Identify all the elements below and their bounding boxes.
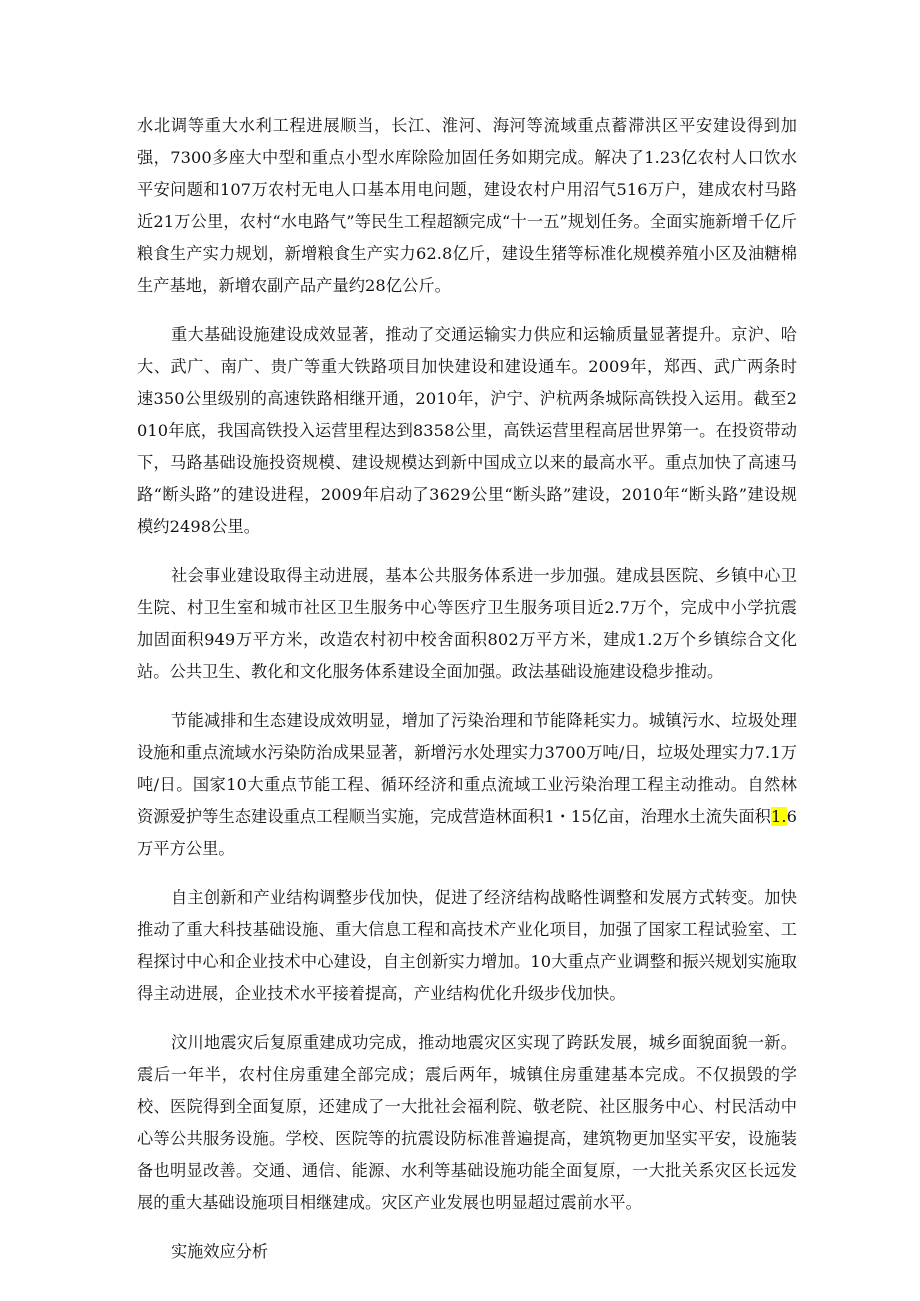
highlighted-text: 1. [770, 807, 787, 826]
paragraph-infrastructure: 重大基础设施建设成效显著，推动了交通运输实力供应和运输质量显著提升。京沪、哈大、武广、南广、贵广等重大铁路项目加快建设和建设通车。2009年，郑西、武广两条时速350公里级别的高速铁路相继开通，2010年，沪宁、沪杭两条城际高铁投入运用。截至2010年底，我国高铁投入运营里程达到8358公里，高铁运营里程高居世界第一。在投资带动下，马路基础设施投资规模、建设规模达到新中国成立以来的最高水平。重点加快了高速马路“断头路”的建设进程，2009年启动了3629公里“断头路”建设，2010年“断头路”建设规模约2498公里。 [137, 325, 797, 536]
paragraph-earthquake-reconstruction: 汶川地震灾后复原重建成功完成，推动地震灾区实现了跨跃发展，城乡面貌面貌一新。震后一年半，农村住房重建全部完成；震后两年，城镇住房重建基本完成。不仅损毁的学校、医院得到全面复原，还建成了一大批社会福利院、敬老院、社区服务中心、村民活动中心等公共服务设施。学校、医院等的抗震设防标准普遍提高，建筑物更加坚实平安，设施装备也明显改善。交通、通信、能源、水利等基础设施功能全面复原，一大批关系灾区长远发展的重大基础设施项目相继建成。灾区产业发展也明显超过震前水平。 [137, 1033, 797, 1212]
paragraph-social-services: 社会事业建设取得主动进展，基本公共服务体系进一步加强。建成县医院、乡镇中心卫生院、村卫生室和城市社区卫生服务中心等医疗卫生服务项目近2.7万个，完成中小学抗震加固面积949万平方米，改造农村初中校舍面积802万平方米，建成1.2万个乡镇综合文化站。公共卫生、教化和文化服务体系建设全面加强。政法基础设施建设稳步推动。 [137, 566, 797, 681]
paragraph-energy-saving-text: 节能减排和生态建设成效明显，增加了污染治理和节能降耗实力。城镇污水、垃圾处理设施和重点流域水污染防治成果显著，新增污水处理实力3700万吨/日，垃圾处理实力7.1万吨/日。国家10大重点节能工程、循环经济和重点流域工业污染治理工程主动推动。自然林资源爱护等生态建设重点工程顺当实施，完成营造林面积1・15亿亩，治理水土流失面积 [137, 711, 797, 826]
paragraph-energy-saving-tail: 6万平方公里。 [137, 807, 797, 858]
document-page [137, 110, 797, 1268]
paragraph-water-conservancy: 水北调等重大水利工程进展顺当，长江、淮河、海河等流域重点蓄滞洪区平安建设得到加强，7300多座大中型和重点小型水库除险加固任务如期完成。解决了1.23亿农村人口饮水平安问题和107万农村无电人口基本用电问题，建设农村户用沼气516万户，建成农村马路近21万公里，农村“水电路气”等民生工程超额完成“十一五”规划任务。全面实施新增千亿斤粮食生产实力规划，新增粮食生产实力62.8亿斤，建设生猪等标准化规模养殖小区及油糖棉生产基地，新增农副产品产量约28亿公斤。 [137, 116, 797, 295]
paragraph-innovation: 自主创新和产业结构调整步伐加快，促进了经济结构战略性调整和发展方式转变。加快推动了重大科技基础设施、重大信息工程和高技术产业化项目，加强了国家工程试验室、工程探讨中心和企业技术中心建设，自主创新实力增加。10大重点产业调整和振兴规划实施取得主动进展，企业技术水平接着提高，产业结构优化升级步伐加快。 [137, 888, 797, 1003]
paragraph-energy-saving [137, 705, 797, 865]
section-heading: 实施效应分析 [171, 1242, 269, 1261]
